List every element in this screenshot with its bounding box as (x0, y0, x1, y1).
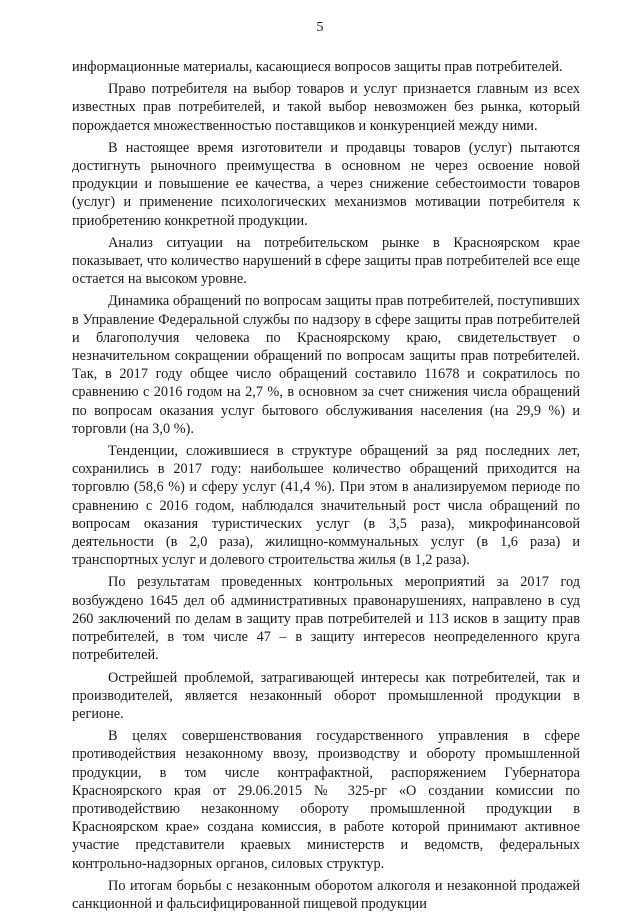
paragraph-alcohol-fight: По итогам борьбы с незаконным оборотом алкоголя и незаконной продажей санкционной и фальсифицированной пищевой продукции (72, 877, 580, 912)
paragraph-commission: В целях совершенствования государственного управления в сфере противодействия незаконному ввозу, производству и обороту промышленной продукции, в том числе контрафактной, распоряжением Губернатора Красноярского края от 29.06.2015 № 325-рг «О создании комиссии по противодействию незаконному обороту промышленной продукции в Красноярском крае» создана комиссия, в работе которой принимают активное участие представители краевых министерств и ведомств, федеральных контрольно-надзорных органов, силовых структур. (72, 728, 580, 872)
paragraph-continuation: информационные материалы, касающиеся вопросов защиты прав потребителей. (72, 59, 563, 75)
paragraph-control-results: По результатам проведенных контрольных мероприятий за 2017 год возбуждено 1645 дел об административных правонарушениях, направлено в суд 260 заключений по делам в защиту прав потребителей и 113 исков в защиту прав потребителей, в том числе 47 – в защиту интересов неопределенного круга потребителей. (72, 574, 580, 664)
paragraph-consumer-choice: Право потребителя на выбор товаров и услуг признается главным из всех известных прав потребителей, и такой выбор невозможен без рынка, который порождается множественностью поставщиков и конкуренцией между ними. (72, 81, 580, 134)
paragraph-appeals-dynamics: Динамика обращений по вопросам защиты прав потребителей, поступивших в Управление Федеральной службы по надзору в сфере защиты прав потребителей и благополучия человека по Красноярскому краю, свидетельствует о незначительном сокращении обращений по вопросам защиты прав потребителей. Так, в 2017 году общее число обращений составило 11678 и сократилось по сравнению с 2016 годом на 2,7 %, в основном за счет снижения числа обращений по вопросам оказания услуг бытового обслуживания населения (на 29,9 %) и торговли (на 3,0 %). (72, 293, 580, 437)
document-body (72, 58, 580, 917)
paragraph-appeals-trends: Тенденции, сложившиеся в структуре обращений за ряд последних лет, сохранились в 2017 году: наибольшее количество обращений приходится на торговлю (58,6 %) и сферу услуг (41,4 %). При этом в анализируемом периоде по сравнению с 2016 годом, наблюдался значительный рост числа обращений по вопросам оказания туристических услуг (в 3,5 раза), микрофинансовой деятельности (в 2,0 раза), жилищно-коммунальных услуг (в 1,6 раза) и транспортных услуг и долевого строительства жилья (в 1,2 раза). (72, 443, 580, 569)
page-number: 5 (316, 20, 324, 35)
paragraph-illegal-turnover-problem: Острейшей проблемой, затрагивающей интересы как потребителей, так и производителей, является незаконный оборот промышленной продукции в регионе. (72, 669, 580, 722)
paragraph-market-advantage: В настоящее время изготовители и продавцы товаров (услуг) пытаются достигнуть рыночного преимущества в основном не через освоение новой продукции и повышение ее качества, а через снижение себестоимости товаров (услуг) и применение психологических механизмов мотивации потребителя к приобретению конкретной продукции. (72, 139, 580, 229)
paragraph-market-analysis: Анализ ситуации на потребительском рынке в Красноярском крае показывает, что количество нарушений в сфере защиты прав потребителей все еще остается на высоком уровне. (72, 234, 580, 288)
